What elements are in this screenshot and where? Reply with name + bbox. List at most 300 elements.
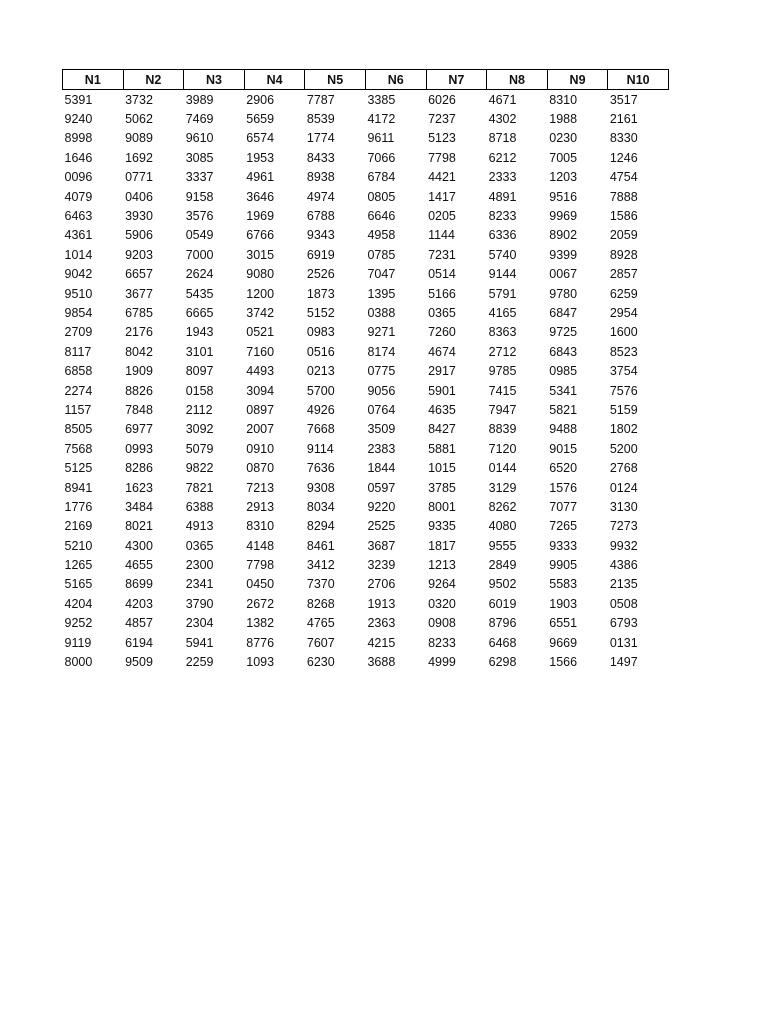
table-cell: 1246 bbox=[609, 150, 638, 165]
table-cell: 1802 bbox=[609, 422, 638, 437]
table-cell: 4958 bbox=[367, 228, 396, 243]
table-cell: 3677 bbox=[125, 286, 153, 301]
table-cell: 9056 bbox=[367, 383, 396, 398]
table-row bbox=[63, 342, 669, 361]
table-cell: 3101 bbox=[185, 344, 214, 359]
table-cell: 6259 bbox=[609, 286, 638, 301]
table-cell: 2672 bbox=[246, 596, 275, 611]
table-cell: 7000 bbox=[185, 247, 214, 262]
table-cell: 9610 bbox=[185, 131, 214, 146]
table-cell: 8796 bbox=[488, 616, 517, 631]
table-cell: 1395 bbox=[367, 286, 396, 301]
table-cell: 6847 bbox=[549, 305, 578, 320]
table-cell: 8262 bbox=[488, 499, 517, 514]
table-row bbox=[63, 652, 669, 671]
table-cell: 6298 bbox=[488, 655, 517, 670]
table-cell: 6646 bbox=[367, 209, 396, 224]
table-cell: 1144 bbox=[428, 228, 455, 243]
table-cell: 4148 bbox=[246, 538, 275, 553]
table-cell: 9015 bbox=[549, 441, 578, 456]
table-cell: 4203 bbox=[125, 596, 153, 611]
table-cell: 9080 bbox=[246, 267, 275, 282]
table-cell: 0131 bbox=[609, 635, 638, 650]
table-cell: 1909 bbox=[125, 364, 153, 379]
table-row bbox=[63, 168, 669, 187]
table-row bbox=[63, 497, 669, 516]
table-cell: 2913 bbox=[246, 499, 275, 514]
table-cell: 1969 bbox=[246, 209, 275, 224]
table-cell: 3732 bbox=[125, 92, 153, 107]
table-cell: 1844 bbox=[367, 461, 396, 476]
table-cell: 0365 bbox=[185, 538, 214, 553]
table-cell: 8310 bbox=[549, 92, 578, 107]
table-cell: 3015 bbox=[246, 247, 275, 262]
table-cell: 5906 bbox=[125, 228, 153, 243]
table-cell: 3085 bbox=[185, 150, 214, 165]
table-cell: 8826 bbox=[125, 383, 153, 398]
table-cell: 0985 bbox=[549, 364, 578, 379]
table-cell: 5881 bbox=[428, 441, 456, 456]
table-cell: 0897 bbox=[246, 402, 275, 417]
table-body bbox=[63, 90, 669, 672]
table-cell: 9119 bbox=[64, 635, 92, 650]
table-cell: 3989 bbox=[185, 92, 214, 107]
table-cell: 0870 bbox=[246, 461, 275, 476]
column-header-n8: N8 bbox=[487, 70, 548, 90]
table-cell: 0549 bbox=[185, 228, 214, 243]
table-cell: 2906 bbox=[246, 92, 275, 107]
table-cell: 4926 bbox=[306, 402, 335, 417]
table-cell: 0910 bbox=[246, 441, 275, 456]
table-row bbox=[63, 458, 669, 477]
table-cell: 3742 bbox=[246, 305, 275, 320]
column-header-n2: N2 bbox=[123, 70, 184, 90]
table-cell: 8174 bbox=[367, 344, 396, 359]
table-cell: 0365 bbox=[428, 305, 456, 320]
table-cell: 1943 bbox=[185, 325, 214, 340]
table-cell: 5200 bbox=[609, 441, 638, 456]
table-cell: 4974 bbox=[306, 189, 335, 204]
table-row bbox=[63, 614, 669, 633]
table-row bbox=[63, 555, 669, 574]
table-cell: 0508 bbox=[609, 596, 638, 611]
table-cell: 7798 bbox=[428, 150, 456, 165]
table-row bbox=[63, 284, 669, 303]
table-cell: 1417 bbox=[428, 189, 456, 204]
table-cell: 6336 bbox=[488, 228, 517, 243]
table-cell: 6858 bbox=[64, 364, 93, 379]
table-cell: 1903 bbox=[549, 596, 578, 611]
table-cell: 8433 bbox=[306, 150, 335, 165]
table-cell: 7260 bbox=[428, 325, 456, 340]
table-row bbox=[63, 575, 669, 594]
table-cell: 5341 bbox=[549, 383, 578, 398]
table-cell: 5391 bbox=[64, 92, 93, 107]
table-cell: 8268 bbox=[306, 596, 335, 611]
table-cell: 6574 bbox=[246, 131, 275, 146]
table-cell: 1817 bbox=[428, 538, 456, 553]
table-cell: 6793 bbox=[609, 616, 638, 631]
table-cell: 7568 bbox=[64, 441, 93, 456]
table-cell: 0597 bbox=[367, 480, 396, 495]
table-cell: 5435 bbox=[185, 286, 214, 301]
table-cell: 8523 bbox=[609, 344, 638, 359]
table-cell: 9089 bbox=[125, 131, 153, 146]
table-cell: 9220 bbox=[367, 499, 396, 514]
table-cell: 1200 bbox=[246, 286, 275, 301]
table-cell: 4172 bbox=[367, 112, 396, 127]
table-cell: 4079 bbox=[64, 189, 93, 204]
table-cell: 4655 bbox=[125, 558, 153, 573]
table-cell: 5165 bbox=[64, 577, 93, 592]
table-cell: 2526 bbox=[306, 267, 335, 282]
table-cell: 5125 bbox=[64, 461, 93, 476]
table-cell: 4754 bbox=[609, 170, 638, 185]
table-cell: 5123 bbox=[428, 131, 456, 146]
table-cell: 9335 bbox=[428, 519, 456, 534]
table-row bbox=[63, 323, 669, 342]
table-cell: 9969 bbox=[549, 209, 578, 224]
table-cell: 9611 bbox=[367, 131, 395, 146]
table-cell: 8233 bbox=[428, 635, 456, 650]
table-cell: 7120 bbox=[488, 441, 517, 456]
table-cell: 4857 bbox=[125, 616, 153, 631]
table-cell: 8310 bbox=[246, 519, 275, 534]
column-header-n5: N5 bbox=[305, 70, 366, 90]
table-row bbox=[63, 245, 669, 264]
table-cell: 0516 bbox=[306, 344, 335, 359]
table-cell: 6766 bbox=[246, 228, 275, 243]
table-cell: 0213 bbox=[306, 364, 335, 379]
table-cell: 3092 bbox=[185, 422, 214, 437]
table-cell: 9932 bbox=[609, 538, 638, 553]
table-cell: 9488 bbox=[549, 422, 578, 437]
table-cell: 6388 bbox=[185, 499, 214, 514]
table-cell: 5159 bbox=[609, 402, 638, 417]
table-cell: 0521 bbox=[246, 325, 275, 340]
table-cell: 9264 bbox=[428, 577, 456, 592]
table-cell: 7231 bbox=[428, 247, 456, 262]
table-cell: 6463 bbox=[64, 209, 93, 224]
table-row bbox=[63, 400, 669, 419]
table-row bbox=[63, 381, 669, 400]
table-cell: 1623 bbox=[125, 480, 153, 495]
table-header bbox=[63, 70, 669, 90]
table-cell: 7047 bbox=[367, 267, 396, 282]
table-cell: 9905 bbox=[549, 558, 578, 573]
table-cell: 7607 bbox=[306, 635, 335, 650]
table-row bbox=[63, 109, 669, 128]
table-cell: 3130 bbox=[609, 499, 638, 514]
table-cell: 6919 bbox=[306, 247, 335, 262]
table-cell: 9203 bbox=[125, 247, 153, 262]
table-cell: 9854 bbox=[64, 305, 93, 320]
table-cell: 4674 bbox=[428, 344, 456, 359]
table-cell: 3688 bbox=[367, 655, 396, 670]
table-cell: 2259 bbox=[185, 655, 214, 670]
table-cell: 8998 bbox=[64, 131, 93, 146]
table-cell: 2007 bbox=[246, 422, 275, 437]
table-cell: 0514 bbox=[428, 267, 456, 282]
table-cell: 9669 bbox=[549, 635, 578, 650]
table-cell: 4961 bbox=[246, 170, 275, 185]
table-cell: 0785 bbox=[367, 247, 396, 262]
table-cell: 8839 bbox=[488, 422, 517, 437]
table-cell: 6520 bbox=[549, 461, 578, 476]
table-cell: 1157 bbox=[64, 402, 92, 417]
table-cell: 7237 bbox=[428, 112, 456, 127]
table-row bbox=[63, 129, 669, 148]
table-cell: 0771 bbox=[125, 170, 153, 185]
table-cell: 1774 bbox=[306, 131, 335, 146]
table-cell: 1988 bbox=[549, 112, 578, 127]
table-cell: 3517 bbox=[609, 92, 638, 107]
table-cell: 4165 bbox=[488, 305, 517, 320]
table-cell: 8330 bbox=[609, 131, 638, 146]
table-cell: 6194 bbox=[125, 635, 153, 650]
table-cell: 2383 bbox=[367, 441, 396, 456]
table-cell: 5941 bbox=[185, 635, 214, 650]
table-cell: 1265 bbox=[64, 558, 93, 573]
table-cell: 3785 bbox=[428, 480, 456, 495]
table-cell: 2363 bbox=[367, 616, 396, 631]
table-row bbox=[63, 187, 669, 206]
table-cell: 2333 bbox=[488, 170, 517, 185]
table-cell: 0144 bbox=[488, 461, 517, 476]
table-cell: 2274 bbox=[64, 383, 93, 398]
table-cell: 5152 bbox=[306, 305, 335, 320]
table-cell: 8776 bbox=[246, 635, 275, 650]
table-cell: 9042 bbox=[64, 267, 93, 282]
column-header-n6: N6 bbox=[365, 70, 426, 90]
table-cell: 9509 bbox=[125, 655, 153, 670]
column-header-n9: N9 bbox=[547, 70, 608, 90]
table-row bbox=[63, 439, 669, 458]
table-cell: 2712 bbox=[488, 344, 517, 359]
table-cell: 3337 bbox=[185, 170, 214, 185]
table-cell: 3094 bbox=[246, 383, 275, 398]
table-cell: 3646 bbox=[246, 189, 275, 204]
table-cell: 1014 bbox=[64, 247, 93, 262]
table-row bbox=[63, 361, 669, 380]
table-cell: 7821 bbox=[185, 480, 214, 495]
table-cell: 4386 bbox=[609, 558, 638, 573]
table-cell: 2917 bbox=[428, 364, 456, 379]
table-cell: 0775 bbox=[367, 364, 396, 379]
table-cell: 7947 bbox=[488, 402, 517, 417]
table-cell: 2176 bbox=[125, 325, 153, 340]
table-cell: 8461 bbox=[306, 538, 335, 553]
table-cell: 8042 bbox=[125, 344, 153, 359]
table-cell: 6657 bbox=[125, 267, 153, 282]
table-cell: 9785 bbox=[488, 364, 517, 379]
table-row bbox=[63, 148, 669, 167]
table-cell: 1213 bbox=[428, 558, 456, 573]
table-cell: 8097 bbox=[185, 364, 214, 379]
table-cell: 3930 bbox=[125, 209, 153, 224]
table-row bbox=[63, 206, 669, 225]
table-cell: 9333 bbox=[549, 538, 578, 553]
table-cell: 2857 bbox=[609, 267, 638, 282]
table-cell: 4421 bbox=[428, 170, 456, 185]
table-cell: 7066 bbox=[367, 150, 396, 165]
table-row bbox=[63, 420, 669, 439]
table-cell: 5740 bbox=[488, 247, 517, 262]
table-cell: 9343 bbox=[306, 228, 335, 243]
column-header-n1: N1 bbox=[63, 70, 124, 90]
table-cell: 8286 bbox=[125, 461, 153, 476]
table-cell: 3385 bbox=[367, 92, 396, 107]
table-cell: 4493 bbox=[246, 364, 275, 379]
table-cell: 8427 bbox=[428, 422, 456, 437]
table-cell: 1776 bbox=[64, 499, 93, 514]
table-cell: 7576 bbox=[609, 383, 638, 398]
table-cell: 0320 bbox=[428, 596, 456, 611]
table-cell: 2954 bbox=[609, 305, 638, 320]
table-cell: 9158 bbox=[185, 189, 214, 204]
table-cell: 5700 bbox=[306, 383, 335, 398]
table-cell: 3412 bbox=[306, 558, 335, 573]
table-cell: 2341 bbox=[185, 577, 214, 592]
table-cell: 9822 bbox=[185, 461, 214, 476]
table-cell: 7265 bbox=[549, 519, 578, 534]
column-header-n10: N10 bbox=[608, 70, 669, 90]
table-cell: 2300 bbox=[185, 558, 214, 573]
table-cell: 1873 bbox=[306, 286, 335, 301]
table-cell: 4361 bbox=[64, 228, 93, 243]
table-cell: 1203 bbox=[549, 170, 578, 185]
table-cell: 8001 bbox=[428, 499, 456, 514]
column-header-n7: N7 bbox=[426, 70, 487, 90]
table-cell: 7636 bbox=[306, 461, 335, 476]
table-cell: 9725 bbox=[549, 325, 578, 340]
table-cell: 7668 bbox=[306, 422, 335, 437]
table-cell: 5079 bbox=[185, 441, 214, 456]
table-cell: 3129 bbox=[488, 480, 517, 495]
table-cell: 7415 bbox=[488, 383, 517, 398]
table-cell: 4999 bbox=[428, 655, 456, 670]
table-cell: 2161 bbox=[609, 112, 638, 127]
table-cell: 8363 bbox=[488, 325, 517, 340]
table-cell: 8021 bbox=[125, 519, 153, 534]
table-row bbox=[63, 536, 669, 555]
table-cell: 1953 bbox=[246, 150, 275, 165]
table-cell: 3754 bbox=[609, 364, 638, 379]
table-cell: 0124 bbox=[609, 480, 638, 495]
table-cell: 6026 bbox=[428, 92, 456, 107]
table-cell: 2706 bbox=[367, 577, 396, 592]
table-cell: 9271 bbox=[367, 325, 396, 340]
table-cell: 6788 bbox=[306, 209, 335, 224]
table-cell: 8941 bbox=[64, 480, 93, 495]
table-cell: 4302 bbox=[488, 112, 517, 127]
table-cell: 9240 bbox=[64, 112, 93, 127]
table-cell: 2135 bbox=[609, 577, 638, 592]
table-cell: 7469 bbox=[185, 112, 214, 127]
table-cell: 1913 bbox=[367, 596, 396, 611]
column-header-n4: N4 bbox=[244, 70, 305, 90]
table-cell: 7005 bbox=[549, 150, 578, 165]
table-cell: 3576 bbox=[185, 209, 214, 224]
table-cell: 2849 bbox=[488, 558, 517, 573]
table-cell: 9502 bbox=[488, 577, 517, 592]
table-cell: 8928 bbox=[609, 247, 638, 262]
table-cell: 7160 bbox=[246, 344, 275, 359]
table-row bbox=[63, 303, 669, 322]
spreadsheet-page bbox=[62, 69, 668, 672]
table-cell: 3509 bbox=[367, 422, 396, 437]
table-cell: 8699 bbox=[125, 577, 153, 592]
table-cell: 5583 bbox=[549, 577, 578, 592]
table-cell: 1646 bbox=[64, 150, 93, 165]
table-cell: 9144 bbox=[488, 267, 517, 282]
table-cell: 8000 bbox=[64, 655, 93, 670]
random-number-table bbox=[62, 69, 669, 672]
table-cell: 8539 bbox=[306, 112, 335, 127]
table-cell: 9114 bbox=[306, 441, 334, 456]
table-cell: 4215 bbox=[367, 635, 396, 650]
table-row bbox=[63, 594, 669, 613]
table-cell: 0450 bbox=[246, 577, 275, 592]
table-row bbox=[63, 265, 669, 284]
table-row bbox=[63, 90, 669, 110]
table-cell: 2709 bbox=[64, 325, 93, 340]
table-cell: 8294 bbox=[306, 519, 335, 534]
table-cell: 9399 bbox=[549, 247, 578, 262]
table-cell: 0067 bbox=[549, 267, 578, 282]
table-cell: 3790 bbox=[185, 596, 214, 611]
table-cell: 8117 bbox=[64, 344, 92, 359]
table-cell: 0805 bbox=[367, 189, 396, 204]
table-cell: 8233 bbox=[488, 209, 517, 224]
table-cell: 9780 bbox=[549, 286, 578, 301]
table-cell: 7888 bbox=[609, 189, 638, 204]
table-cell: 5821 bbox=[549, 402, 578, 417]
table-cell: 7848 bbox=[125, 402, 153, 417]
column-header-n3: N3 bbox=[184, 70, 245, 90]
table-row bbox=[63, 478, 669, 497]
table-cell: 8034 bbox=[306, 499, 335, 514]
table-cell: 5659 bbox=[246, 112, 275, 127]
table-cell: 2525 bbox=[367, 519, 396, 534]
table-cell: 4080 bbox=[488, 519, 517, 534]
table-cell: 8505 bbox=[64, 422, 93, 437]
table-cell: 4891 bbox=[488, 189, 517, 204]
table-cell: 3484 bbox=[125, 499, 153, 514]
table-cell: 1586 bbox=[609, 209, 638, 224]
table-cell: 6468 bbox=[488, 635, 517, 650]
table-cell: 7370 bbox=[306, 577, 335, 592]
table-cell: 1015 bbox=[428, 461, 456, 476]
table-cell: 4671 bbox=[488, 92, 517, 107]
table-cell: 4765 bbox=[306, 616, 335, 631]
table-cell: 7798 bbox=[246, 558, 275, 573]
table-cell: 5901 bbox=[428, 383, 456, 398]
table-cell: 0096 bbox=[64, 170, 93, 185]
table-cell: 5062 bbox=[125, 112, 153, 127]
table-cell: 0388 bbox=[367, 305, 396, 320]
table-cell: 4635 bbox=[428, 402, 456, 417]
table-cell: 4913 bbox=[185, 519, 214, 534]
table-cell: 0993 bbox=[125, 441, 153, 456]
table-cell: 3239 bbox=[367, 558, 396, 573]
table-cell: 1600 bbox=[609, 325, 638, 340]
table-cell: 1576 bbox=[549, 480, 578, 495]
table-cell: 0764 bbox=[367, 402, 396, 417]
table-row bbox=[63, 226, 669, 245]
table-cell: 0908 bbox=[428, 616, 456, 631]
table-cell: 2768 bbox=[609, 461, 638, 476]
